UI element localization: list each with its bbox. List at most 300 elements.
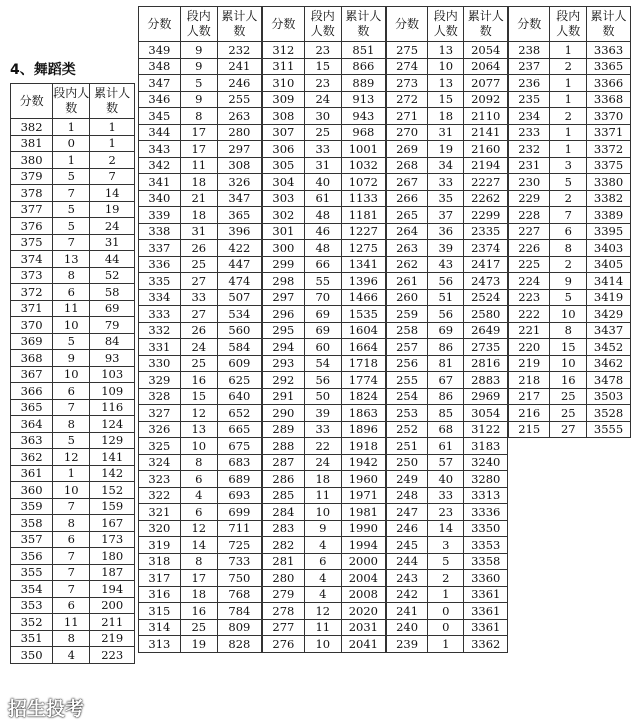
in-band-cell: 27 — [550, 421, 587, 438]
in-band-cell: 1 — [550, 75, 587, 92]
table-row — [11, 399, 135, 416]
score-cell: 353 — [11, 597, 53, 614]
in-band-cell: 0 — [53, 135, 90, 152]
cumulative-cell: 3366 — [587, 75, 631, 92]
in-band-cell: 8 — [550, 322, 587, 339]
table-row — [387, 256, 508, 273]
table-row — [139, 207, 262, 224]
score-cell: 374 — [11, 251, 53, 268]
table-row — [263, 619, 386, 636]
score-cell: 224 — [509, 273, 550, 290]
in-band-cell: 23 — [428, 504, 464, 521]
cumulative-cell: 211 — [90, 614, 135, 631]
score-cell: 247 — [387, 504, 428, 521]
table-row — [509, 42, 631, 59]
table-row — [11, 267, 135, 284]
in-band-cell: 19 — [180, 636, 217, 653]
in-band-cell: 33 — [304, 141, 341, 158]
score-cell: 293 — [263, 355, 305, 372]
table-row — [263, 157, 386, 174]
in-band-cell: 9 — [180, 42, 217, 59]
table-row — [11, 152, 135, 169]
score-cell: 370 — [11, 317, 53, 334]
cumulative-cell: 3360 — [464, 570, 508, 587]
table-row — [509, 207, 631, 224]
score-cell: 344 — [139, 124, 181, 141]
header-cumulative: 累计人数 — [90, 84, 135, 119]
table-row — [263, 636, 386, 653]
cumulative-cell: 173 — [90, 531, 135, 548]
cumulative-cell: 223 — [90, 647, 135, 664]
table-row — [263, 190, 386, 207]
table-row — [509, 223, 631, 240]
cumulative-cell: 534 — [217, 306, 261, 323]
cumulative-cell: 103 — [90, 366, 135, 383]
table-row — [11, 647, 135, 664]
in-band-cell: 39 — [304, 405, 341, 422]
score-cell: 260 — [387, 289, 428, 306]
in-band-cell: 1 — [550, 91, 587, 108]
cumulative-cell: 2524 — [464, 289, 508, 306]
score-cell: 271 — [387, 108, 428, 125]
in-band-cell: 56 — [428, 306, 464, 323]
in-band-cell: 6 — [53, 531, 90, 548]
cumulative-cell: 1824 — [341, 388, 385, 405]
cumulative-cell: 2335 — [464, 223, 508, 240]
table-row — [509, 388, 631, 405]
cumulative-cell: 968 — [341, 124, 385, 141]
score-cell: 379 — [11, 168, 53, 185]
in-band-cell: 2 — [550, 190, 587, 207]
in-band-cell: 9 — [53, 350, 90, 367]
in-band-cell: 26 — [180, 240, 217, 257]
cumulative-cell: 851 — [341, 42, 385, 59]
section-title: 4、舞蹈类 — [10, 62, 76, 78]
table-row — [11, 581, 135, 598]
table-row — [139, 438, 262, 455]
in-band-cell: 18 — [304, 471, 341, 488]
cumulative-cell: 124 — [90, 416, 135, 433]
in-band-cell: 10 — [180, 438, 217, 455]
score-cell: 228 — [509, 207, 550, 224]
in-band-cell: 4 — [180, 487, 217, 504]
cumulative-cell: 194 — [90, 581, 135, 598]
in-band-cell: 9 — [180, 58, 217, 75]
in-band-cell: 22 — [304, 438, 341, 455]
cumulative-cell: 187 — [90, 564, 135, 581]
score-cell: 346 — [139, 91, 181, 108]
table-row — [509, 141, 631, 158]
score-cell: 329 — [139, 372, 181, 389]
in-band-cell: 39 — [428, 240, 464, 257]
table-row — [11, 218, 135, 235]
score-cell: 233 — [509, 124, 550, 141]
score-cell: 341 — [139, 174, 181, 191]
score-table-col2 — [138, 6, 262, 653]
score-cell: 257 — [387, 339, 428, 356]
cumulative-cell: 326 — [217, 174, 261, 191]
in-band-cell: 12 — [304, 603, 341, 620]
table-row — [387, 504, 508, 521]
score-cell: 243 — [387, 570, 428, 587]
table-row — [387, 619, 508, 636]
table-row — [387, 207, 508, 224]
cumulative-cell: 280 — [217, 124, 261, 141]
in-band-cell: 18 — [180, 207, 217, 224]
table-row — [387, 174, 508, 191]
cumulative-cell: 79 — [90, 317, 135, 334]
in-band-cell: 46 — [304, 223, 341, 240]
score-cell: 343 — [139, 141, 181, 158]
in-band-cell: 36 — [428, 223, 464, 240]
score-cell: 278 — [263, 603, 305, 620]
score-table-col3 — [262, 6, 386, 653]
table-row — [11, 234, 135, 251]
score-cell: 250 — [387, 454, 428, 471]
in-band-cell: 33 — [304, 421, 341, 438]
cumulative-cell: 3478 — [587, 372, 631, 389]
table-row — [387, 405, 508, 422]
score-cell: 342 — [139, 157, 181, 174]
cumulative-cell: 507 — [217, 289, 261, 306]
in-band-cell: 86 — [428, 339, 464, 356]
table-row — [263, 108, 386, 125]
table-row — [263, 141, 386, 158]
in-band-cell: 5 — [428, 553, 464, 570]
table-row — [387, 355, 508, 372]
cumulative-cell: 2 — [90, 152, 135, 169]
score-cell: 252 — [387, 421, 428, 438]
score-cell: 230 — [509, 174, 550, 191]
in-band-cell: 18 — [428, 108, 464, 125]
table-row — [387, 553, 508, 570]
score-cell: 301 — [263, 223, 305, 240]
cumulative-cell: 3361 — [464, 586, 508, 603]
table-row — [11, 564, 135, 581]
score-cell: 270 — [387, 124, 428, 141]
header-cumulative: 累计人数 — [341, 7, 385, 42]
in-band-cell: 12 — [180, 520, 217, 537]
table-row — [11, 548, 135, 565]
table-row — [139, 223, 262, 240]
in-band-cell: 30 — [304, 108, 341, 125]
cumulative-cell: 3371 — [587, 124, 631, 141]
in-band-cell: 6 — [180, 471, 217, 488]
in-band-cell: 48 — [304, 240, 341, 257]
score-cell: 330 — [139, 355, 181, 372]
table-row — [11, 416, 135, 433]
in-band-cell: 8 — [180, 108, 217, 125]
in-band-cell: 51 — [428, 289, 464, 306]
cumulative-cell: 609 — [217, 355, 261, 372]
table-row — [263, 240, 386, 257]
score-cell: 311 — [263, 58, 305, 75]
score-cell: 282 — [263, 537, 305, 554]
in-band-cell: 40 — [428, 471, 464, 488]
score-cell: 276 — [263, 636, 305, 653]
in-band-cell: 7 — [53, 185, 90, 202]
score-cell: 229 — [509, 190, 550, 207]
table-row — [263, 553, 386, 570]
cumulative-cell: 3240 — [464, 454, 508, 471]
cumulative-cell: 1001 — [341, 141, 385, 158]
table-row — [509, 372, 631, 389]
score-cell: 300 — [263, 240, 305, 257]
header-in-band: 段内人数 — [180, 7, 217, 42]
cumulative-cell: 665 — [217, 421, 261, 438]
cumulative-cell: 14 — [90, 185, 135, 202]
score-cell: 242 — [387, 586, 428, 603]
table-header-row — [387, 7, 508, 42]
table-row — [11, 614, 135, 631]
cumulative-cell: 3358 — [464, 553, 508, 570]
table-row — [387, 454, 508, 471]
cumulative-cell: 3437 — [587, 322, 631, 339]
table-row — [11, 333, 135, 350]
table-row — [263, 75, 386, 92]
score-cell: 268 — [387, 157, 428, 174]
cumulative-cell: 3353 — [464, 537, 508, 554]
table-row — [263, 421, 386, 438]
cumulative-cell: 750 — [217, 570, 261, 587]
table-row — [263, 487, 386, 504]
score-cell: 368 — [11, 350, 53, 367]
table-row — [139, 471, 262, 488]
score-cell: 326 — [139, 421, 181, 438]
in-band-cell: 56 — [304, 372, 341, 389]
table-row — [263, 355, 386, 372]
in-band-cell: 8 — [53, 630, 90, 647]
table-row — [263, 537, 386, 554]
score-cell: 349 — [139, 42, 181, 59]
table-row — [139, 240, 262, 257]
cumulative-cell: 7 — [90, 168, 135, 185]
cumulative-cell: 3122 — [464, 421, 508, 438]
score-cell: 299 — [263, 256, 305, 273]
table-row — [263, 339, 386, 356]
cumulative-cell: 19 — [90, 201, 135, 218]
cumulative-cell: 584 — [217, 339, 261, 356]
in-band-cell: 7 — [53, 498, 90, 515]
in-band-cell: 24 — [304, 454, 341, 471]
score-cell: 294 — [263, 339, 305, 356]
score-cell: 258 — [387, 322, 428, 339]
in-band-cell: 34 — [428, 157, 464, 174]
cumulative-cell: 1181 — [341, 207, 385, 224]
score-cell: 312 — [263, 42, 305, 59]
table-row — [139, 157, 262, 174]
score-cell: 328 — [139, 388, 181, 405]
in-band-cell: 10 — [53, 482, 90, 499]
score-cell: 324 — [139, 454, 181, 471]
header-score: 分数 — [263, 7, 305, 42]
in-band-cell: 1 — [550, 124, 587, 141]
table-row — [139, 553, 262, 570]
score-cell: 319 — [139, 537, 181, 554]
table-row — [139, 487, 262, 504]
cumulative-cell: 943 — [341, 108, 385, 125]
cumulative-cell: 693 — [217, 487, 261, 504]
score-cell: 327 — [139, 405, 181, 422]
in-band-cell: 25 — [304, 124, 341, 141]
score-cell: 280 — [263, 570, 305, 587]
table-row — [509, 91, 631, 108]
cumulative-cell: 2194 — [464, 157, 508, 174]
in-band-cell: 16 — [180, 372, 217, 389]
score-cell: 281 — [263, 553, 305, 570]
in-band-cell: 6 — [180, 504, 217, 521]
cumulative-cell: 297 — [217, 141, 261, 158]
in-band-cell: 31 — [428, 124, 464, 141]
in-band-cell: 66 — [304, 256, 341, 273]
cumulative-cell: 219 — [90, 630, 135, 647]
in-band-cell: 11 — [53, 614, 90, 631]
score-cell: 223 — [509, 289, 550, 306]
table-row — [139, 91, 262, 108]
table-row — [387, 372, 508, 389]
in-band-cell: 4 — [53, 647, 90, 664]
cumulative-cell: 1072 — [341, 174, 385, 191]
table-row — [139, 75, 262, 92]
score-cell: 338 — [139, 223, 181, 240]
cumulative-cell: 69 — [90, 300, 135, 317]
score-cell: 285 — [263, 487, 305, 504]
in-band-cell: 10 — [550, 306, 587, 323]
table-row — [11, 482, 135, 499]
score-cell: 356 — [11, 548, 53, 565]
in-band-cell: 27 — [180, 273, 217, 290]
score-cell: 314 — [139, 619, 181, 636]
table-row — [263, 471, 386, 488]
in-band-cell: 9 — [180, 91, 217, 108]
in-band-cell: 85 — [428, 405, 464, 422]
table-row — [11, 383, 135, 400]
score-cell: 265 — [387, 207, 428, 224]
score-cell: 340 — [139, 190, 181, 207]
table-row — [387, 91, 508, 108]
score-table-col5 — [508, 6, 631, 438]
score-cell: 272 — [387, 91, 428, 108]
in-band-cell: 8 — [180, 454, 217, 471]
table-row — [139, 124, 262, 141]
score-cell: 239 — [387, 636, 428, 653]
table-row — [263, 322, 386, 339]
in-band-cell: 57 — [428, 454, 464, 471]
score-cell: 377 — [11, 201, 53, 218]
cumulative-cell: 246 — [217, 75, 261, 92]
table-row — [139, 141, 262, 158]
in-band-cell: 15 — [304, 58, 341, 75]
score-cell: 305 — [263, 157, 305, 174]
cumulative-cell: 683 — [217, 454, 261, 471]
score-cell: 317 — [139, 570, 181, 587]
cumulative-cell: 768 — [217, 586, 261, 603]
score-cell: 235 — [509, 91, 550, 108]
table-row — [387, 141, 508, 158]
score-cell: 331 — [139, 339, 181, 356]
in-band-cell: 37 — [428, 207, 464, 224]
in-band-cell: 60 — [304, 339, 341, 356]
cumulative-cell: 2031 — [341, 619, 385, 636]
table-row — [11, 366, 135, 383]
table-row — [139, 421, 262, 438]
table-row — [509, 190, 631, 207]
in-band-cell: 2 — [550, 58, 587, 75]
table-row — [509, 289, 631, 306]
score-cell: 345 — [139, 108, 181, 125]
in-band-cell: 50 — [304, 388, 341, 405]
in-band-cell: 5 — [53, 201, 90, 218]
table-row — [11, 119, 135, 136]
cumulative-cell: 84 — [90, 333, 135, 350]
in-band-cell: 15 — [180, 388, 217, 405]
in-band-cell: 14 — [428, 520, 464, 537]
cumulative-cell: 640 — [217, 388, 261, 405]
score-cell: 275 — [387, 42, 428, 59]
table-row — [139, 322, 262, 339]
table-row — [509, 75, 631, 92]
cumulative-cell: 2816 — [464, 355, 508, 372]
cumulative-cell: 1774 — [341, 372, 385, 389]
table-row — [139, 306, 262, 323]
in-band-cell: 7 — [53, 399, 90, 416]
table-row — [509, 421, 631, 438]
cumulative-cell: 180 — [90, 548, 135, 565]
cumulative-cell: 1604 — [341, 322, 385, 339]
score-cell: 304 — [263, 174, 305, 191]
score-cell: 332 — [139, 322, 181, 339]
score-cell: 360 — [11, 482, 53, 499]
cumulative-cell: 263 — [217, 108, 261, 125]
table-row — [387, 75, 508, 92]
score-cell: 337 — [139, 240, 181, 257]
cumulative-cell: 2649 — [464, 322, 508, 339]
table-row — [11, 350, 135, 367]
in-band-cell: 8 — [180, 553, 217, 570]
cumulative-cell: 2000 — [341, 553, 385, 570]
table-row — [11, 449, 135, 466]
table-row — [139, 603, 262, 620]
cumulative-cell: 58 — [90, 284, 135, 301]
cumulative-cell: 560 — [217, 322, 261, 339]
in-band-cell: 69 — [304, 322, 341, 339]
cumulative-cell: 241 — [217, 58, 261, 75]
in-band-cell: 25 — [180, 256, 217, 273]
score-cell: 226 — [509, 240, 550, 257]
cumulative-cell: 2064 — [464, 58, 508, 75]
table-row — [387, 421, 508, 438]
cumulative-cell: 2227 — [464, 174, 508, 191]
table-row — [387, 124, 508, 141]
cumulative-cell: 809 — [217, 619, 261, 636]
cumulative-cell: 1032 — [341, 157, 385, 174]
cumulative-cell: 1960 — [341, 471, 385, 488]
table-row — [387, 190, 508, 207]
cumulative-cell: 1896 — [341, 421, 385, 438]
score-cell: 365 — [11, 399, 53, 416]
score-cell: 222 — [509, 306, 550, 323]
score-cell: 283 — [263, 520, 305, 537]
score-cell: 303 — [263, 190, 305, 207]
table-row — [139, 42, 262, 59]
table-row — [11, 515, 135, 532]
header-score: 分数 — [509, 7, 550, 42]
score-cell: 375 — [11, 234, 53, 251]
table-header-row — [11, 84, 135, 119]
cumulative-cell: 2735 — [464, 339, 508, 356]
table-row — [139, 570, 262, 587]
cumulative-cell: 1994 — [341, 537, 385, 554]
